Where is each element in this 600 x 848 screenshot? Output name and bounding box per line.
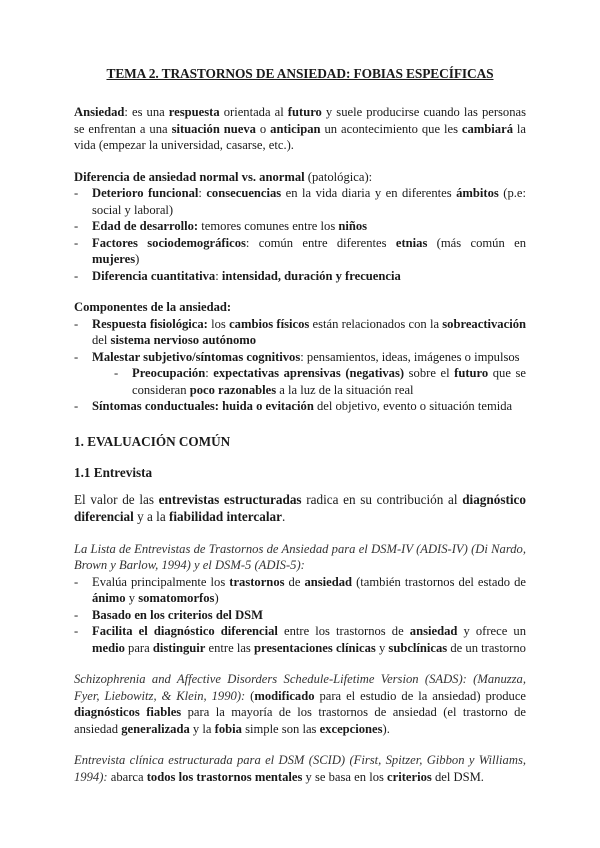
document-page (74, 66, 526, 785)
list-item: - Síntomas conductuales: huida o evitación del objetivo, evento o situación temida (74, 398, 526, 415)
list-item: - Malestar subjetivo/síntomas cognitivos: pensamientos, ideas, imágenes o impulsos - Preocupación: expectativas aprensivas (negativas) sobre el futuro que se consideran poco razonables a la luz de la situación real (74, 349, 526, 399)
difference-list (74, 185, 526, 284)
list-item: - Evalúa principalmente los trastornos de ansiedad (también trastornos del estado de ánimo y somatomorfos) (74, 574, 526, 607)
scid-paragraph: Entrevista clínica estructurada para el DSM (SCID) (First, Spitzer, Gibbon y Williams, 1994): abarca todos los trastornos mentales y se basa en los criterios del DSM. (74, 753, 526, 784)
list-item: - Edad de desarrollo: temores comunes entre los niños (74, 218, 526, 235)
difference-heading: Diferencia de ansiedad normal vs. anormal (patológica): (74, 169, 373, 184)
sub-list (92, 365, 526, 398)
list-item: - Deterioro funcional: consecuencias en la vida diaria y en diferentes ámbitos (p.e: social y laboral) (74, 185, 526, 218)
sads-paragraph: Schizophrenia and Affective Disorders Schedule-Lifetime Version (SADS): (Manuzza, Fyer, Liebowitz, & Klein, 1990): (modificado para el estudio de la ansiedad) produce diagnósticos fiables para la mayoría de los trastornos de ansiedad (el trastorno de ansiedad generalizada y la fobia simple son las excepciones). (74, 672, 527, 736)
list-item: - Respuesta fisiológica: los cambios físicos están relacionados con la sobreactivación del sistema nervioso autónomo (74, 316, 526, 349)
adis-list (74, 574, 526, 657)
adis-citation: La Lista de Entrevistas de Trastornos de Ansiedad para el DSM-IV (ADIS-IV) (Di Nardo, Brown y Barlow, 1994) y el DSM-5 (ADIS-5): (74, 541, 526, 572)
list-item: - Basado en los criterios del DSM (74, 607, 526, 624)
components-list (74, 316, 526, 415)
interview-paragraph: El valor de las entrevistas estructuradas radica en su contribución al diagnóstico diferencial y a la fiabilidad intercalar. (74, 491, 526, 524)
subsection-heading: 1.1 Entrevista (74, 464, 153, 480)
list-item: - Facilita el diagnóstico diferencial entre los trastornos de ansiedad y ofrece un medio para distinguir entre las presentaciones clínicas y subclínicas de un trastorno (74, 623, 526, 656)
list-item: - Preocupación: expectativas aprensivas (negativas) sobre el futuro que se consideran poco razonables a la luz de la situación real (92, 365, 526, 398)
page-title: TEMA 2. TRASTORNOS DE ANSIEDAD: FOBIAS ESPECÍFICAS (106, 66, 494, 81)
list-item: - Diferencia cuantitativa: intensidad, duración y frecuencia (74, 268, 526, 285)
intro-paragraph: Ansiedad: es una respuesta orientada al futuro y suele producirse cuando las personas se enfrentan a una situación nueva o anticipan un acontecimiento que les cambiará la vida (empezar la universidad, casarse, etc.). (74, 105, 527, 152)
components-heading: Componentes de la ansiedad: (74, 300, 232, 314)
section-heading: 1. EVALUACIÓN COMÚN (74, 433, 231, 449)
list-item: - Factores sociodemográficos: común entre diferentes etnias (más común en mujeres) (74, 235, 526, 268)
